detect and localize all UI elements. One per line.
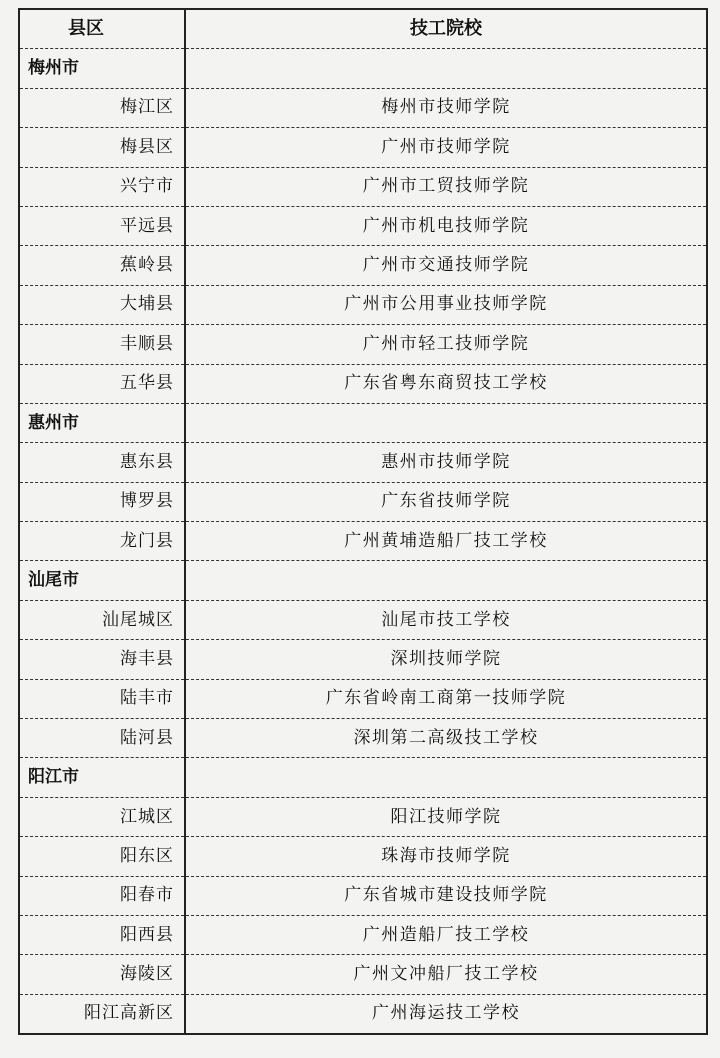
- table-row: [19, 955, 707, 994]
- table-row: [19, 837, 707, 876]
- table-row: [19, 285, 707, 324]
- table-row: [19, 640, 707, 679]
- school-cell: 广州市轻工技师学院: [185, 325, 707, 364]
- city-empty-cell: [185, 49, 707, 88]
- table-row: [19, 876, 707, 915]
- table-row: [19, 600, 707, 639]
- school-cell: 深圳第二高级技工学校: [185, 719, 707, 758]
- table-row: [19, 994, 707, 1034]
- county-cell: 梅县区: [19, 128, 185, 167]
- school-cell: 广州市机电技师学院: [185, 206, 707, 245]
- school-cell: 广州市交通技师学院: [185, 246, 707, 285]
- city-row: [19, 49, 707, 88]
- city-name: 阳江市: [19, 758, 185, 797]
- county-cell: 海陵区: [19, 955, 185, 994]
- school-cell: 广东省粤东商贸技工学校: [185, 364, 707, 403]
- county-cell: 江城区: [19, 797, 185, 836]
- school-assignment-table: [18, 8, 708, 1035]
- school-cell: 广州造船厂技工学校: [185, 915, 707, 954]
- city-name: 梅州市: [19, 49, 185, 88]
- table-row: [19, 482, 707, 521]
- county-cell: 五华县: [19, 364, 185, 403]
- school-cell: 广东省城市建设技师学院: [185, 876, 707, 915]
- county-cell: 阳江高新区: [19, 994, 185, 1034]
- county-cell: 平远县: [19, 206, 185, 245]
- school-cell: 阳江技师学院: [185, 797, 707, 836]
- county-cell: 阳西县: [19, 915, 185, 954]
- city-row: [19, 758, 707, 797]
- city-row: [19, 561, 707, 600]
- school-cell: 汕尾市技工学校: [185, 600, 707, 639]
- city-empty-cell: [185, 403, 707, 442]
- school-cell: 广州黄埔造船厂技工学校: [185, 522, 707, 561]
- county-cell: 惠东县: [19, 443, 185, 482]
- county-cell: 阳春市: [19, 876, 185, 915]
- city-name: 汕尾市: [19, 561, 185, 600]
- table-row: [19, 522, 707, 561]
- school-cell: 广州市技师学院: [185, 128, 707, 167]
- school-cell: 广东省岭南工商第一技师学院: [185, 679, 707, 718]
- school-cell: 广州市工贸技师学院: [185, 167, 707, 206]
- table-row: [19, 88, 707, 127]
- table-row: [19, 167, 707, 206]
- table-row: [19, 679, 707, 718]
- county-cell: 龙门县: [19, 522, 185, 561]
- county-cell: 大埔县: [19, 285, 185, 324]
- school-cell: 广州海运技工学校: [185, 994, 707, 1034]
- table-row: [19, 915, 707, 954]
- city-empty-cell: [185, 561, 707, 600]
- city-name: 惠州市: [19, 403, 185, 442]
- school-cell: 惠州市技师学院: [185, 443, 707, 482]
- county-cell: 博罗县: [19, 482, 185, 521]
- county-cell: 阳东区: [19, 837, 185, 876]
- school-cell: 广州市公用事业技师学院: [185, 285, 707, 324]
- table-row: [19, 364, 707, 403]
- county-cell: 陆丰市: [19, 679, 185, 718]
- header-county: 县区: [19, 9, 185, 49]
- county-cell: 蕉岭县: [19, 246, 185, 285]
- table-row: [19, 443, 707, 482]
- county-cell: 汕尾城区: [19, 600, 185, 639]
- county-cell: 陆河县: [19, 719, 185, 758]
- table-row: [19, 246, 707, 285]
- school-cell: 梅州市技师学院: [185, 88, 707, 127]
- school-cell: 广州文冲船厂技工学校: [185, 955, 707, 994]
- city-empty-cell: [185, 758, 707, 797]
- county-cell: 梅江区: [19, 88, 185, 127]
- table-row: [19, 128, 707, 167]
- header-school: 技工院校: [185, 9, 707, 49]
- city-row: [19, 403, 707, 442]
- table-row: [19, 797, 707, 836]
- county-cell: 丰顺县: [19, 325, 185, 364]
- school-cell: 广东省技师学院: [185, 482, 707, 521]
- table-row: [19, 325, 707, 364]
- county-cell: 海丰县: [19, 640, 185, 679]
- table-header-row: [19, 9, 707, 49]
- county-cell: 兴宁市: [19, 167, 185, 206]
- table-row: [19, 719, 707, 758]
- table-row: [19, 206, 707, 245]
- school-cell: 珠海市技师学院: [185, 837, 707, 876]
- school-cell: 深圳技师学院: [185, 640, 707, 679]
